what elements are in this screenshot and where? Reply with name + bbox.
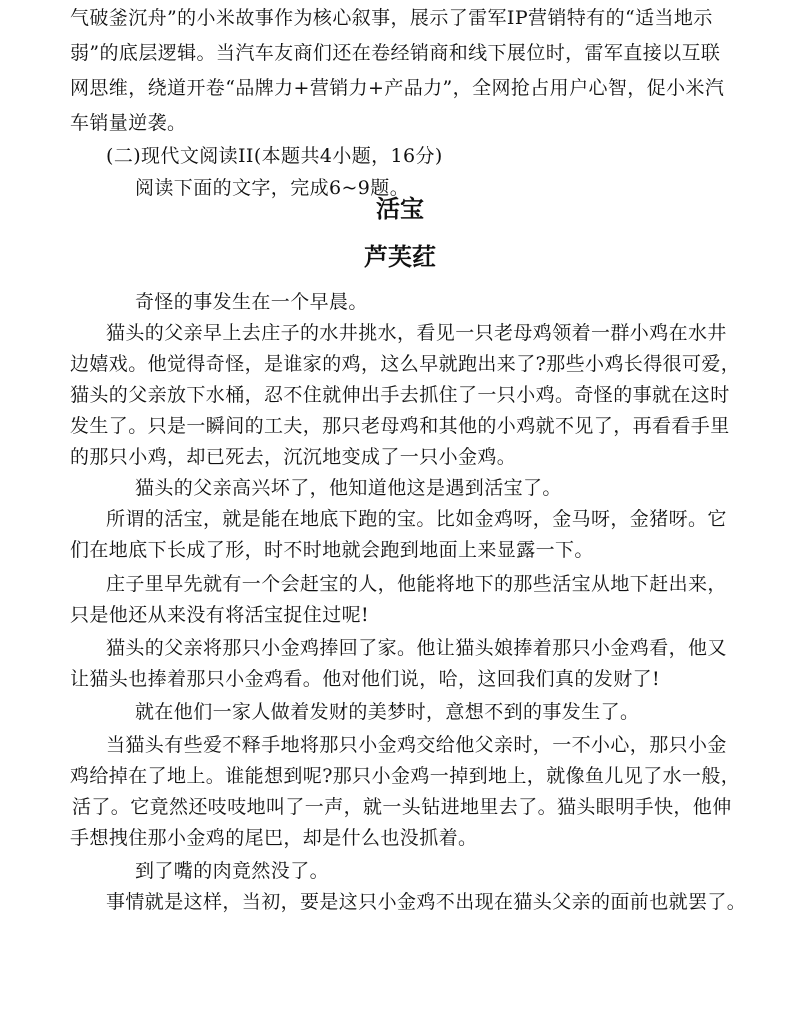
story-line: 的那只小鸡，却已死去，沉沉地变成了一只小金鸡。 [70, 446, 517, 468]
story-line: 让猫头也捧着那只小金鸡看。他对他们说，哈，这回我们真的发财了! [70, 668, 661, 690]
story-line: 就在他们一家人做着发财的美梦时，意想不到的事发生了。 [135, 701, 640, 723]
intro-line: 气破釜沉舟”的小米故事作为核心叙事，展示了雷军IP营销特有的“适当地示 [70, 7, 713, 29]
story-line: 边嬉戏。他觉得奇怪，是谁家的鸡，这么早就跑出来了?那些小鸡长得很可爱， [70, 353, 741, 375]
story-line: 鸡给掉在了地上。谁能想到呢?那只小金鸡一掉到地上，就像鱼儿见了水一般， [70, 765, 741, 787]
story-line: 猫头的父亲早上去庄子的水井挑水，看见一只老母鸡领着一群小鸡在水井 [106, 322, 727, 344]
section-heading: (二)现代文阅读II(本题共4小题，16分) [106, 145, 443, 167]
intro-line: 车销量逆袭。 [70, 112, 187, 134]
story-line: 猫头的父亲放下水桶，忍不住就伸出手去抓住了一只小鸡。奇怪的事就在这时 [70, 384, 730, 406]
story-line: 们在地底下长成了形，时不时地就会跑到地面上来显露一下。 [70, 539, 594, 561]
intro-line: 弱”的底层逻辑。当汽车友商们还在卷经销商和线下展位时，雷军直接以互联 [70, 42, 721, 64]
story-line: 事情就是这样，当初，要是这只小金鸡不出现在猫头父亲的面前也就罢了。 [106, 891, 747, 913]
story-line: 发生了。只是一瞬间的工夫，那只老母鸡和其他的小鸡就不见了，再看看手里 [70, 415, 730, 437]
story-line: 奇怪的事发生在一个早晨。 [135, 291, 368, 313]
story-line: 只是他还从来没有将活宝捉住过呢! [70, 604, 370, 626]
story-line: 猫头的父亲将那只小金鸡捧回了家。他让猫头娘捧着那只小金鸡看，他又 [106, 637, 727, 659]
story-line: 猫头的父亲高兴坏了，他知道他这是遇到活宝了。 [135, 477, 562, 499]
story-title: 活宝 [376, 194, 424, 223]
story-line: 当猫头有些爱不释手地将那只小金鸡交给他父亲时，一不小心，那只小金 [106, 734, 727, 756]
instruction: 阅读下面的文字，完成6~9题。 [135, 177, 410, 199]
story-line: 到了嘴的肉竟然没了。 [135, 860, 330, 882]
story-line: 庄子里早先就有一个会赶宝的人，他能将地下的那些活宝从地下赶出来， [106, 573, 727, 595]
intro-line: 网思维，绕道开卷“品牌力+营销力+产品力”，全网抢占用户心智，促小米汽 [70, 77, 725, 99]
story-line: 手想拽住那小金鸡的尾巴，却是什么也没抓着。 [70, 827, 478, 849]
story-line: 所谓的活宝，就是能在地底下跑的宝。比如金鸡呀，金马呀，金猪呀。它 [106, 508, 727, 530]
story-author: 芦芙荭 [364, 242, 436, 271]
story-line: 活了。它竟然还吱吱地叫了一声，就一头钻进地里去了。猫头眼明手快，他伸 [72, 796, 732, 818]
